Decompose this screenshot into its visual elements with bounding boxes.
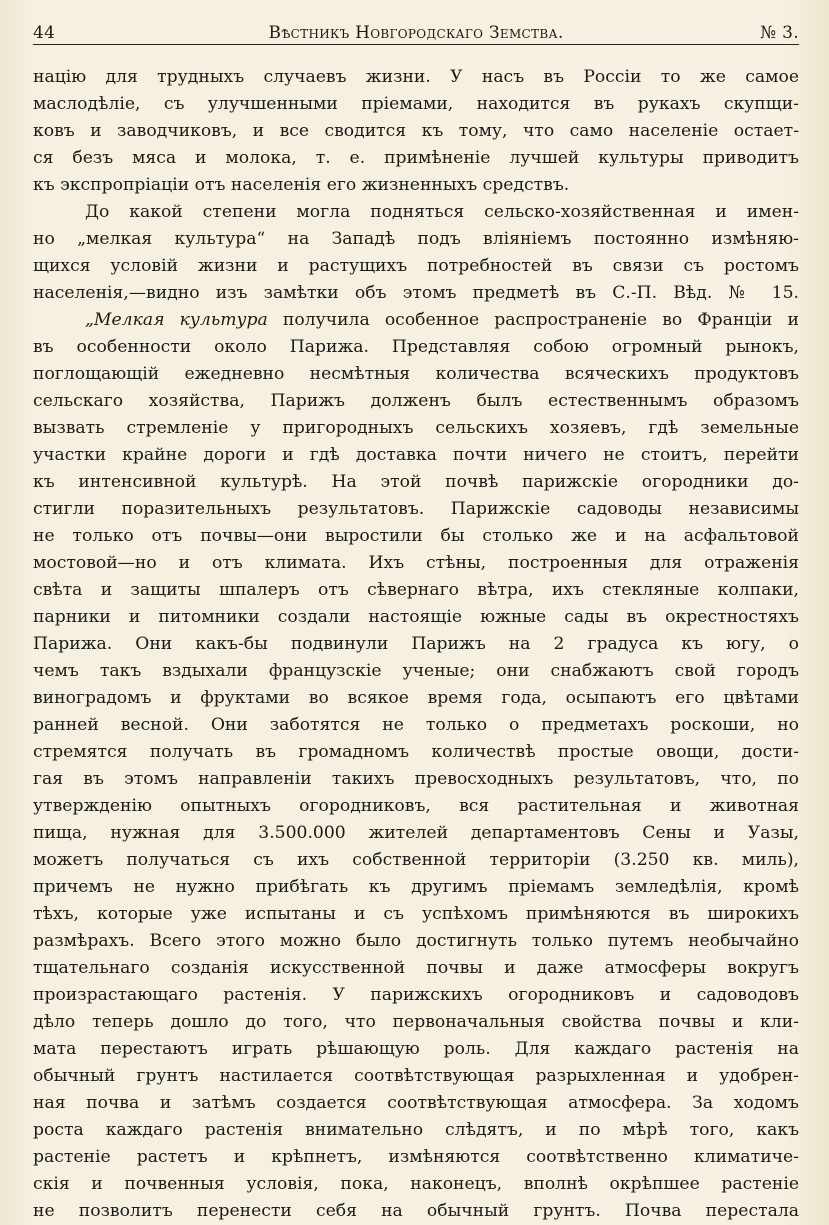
text-line: роста каждаго растенія внимательно слѣдятъ, и по мѣрѣ того, какъ: [33, 1120, 799, 1140]
text-line: но „мелкая культура“ на Западѣ подъ вліяніемъ постоянно измѣняю-: [33, 229, 799, 249]
text-line: свѣта и защиты шпалеръ отъ сѣвернаго вѣтра, ихъ стекляные колпаки,: [33, 580, 799, 600]
text-line: къ интенсивной культурѣ. На этой почвѣ парижскіе огородники до-: [33, 472, 799, 492]
text-line-quote-start: [33, 307, 799, 334]
text-line: утвержденію опытныхъ огородниковъ, вся растительная и животная: [33, 796, 799, 816]
text-line: щихся условій жизни и растущихъ потребностей въ связи съ ростомъ: [33, 256, 799, 276]
page-number: 44: [33, 23, 56, 43]
text-line: маслодѣліе, съ улучшенными пріемами, находится въ рукахъ скупщи-: [33, 94, 799, 114]
text-line: произрастающаго растенія. У парижскихъ огородниковъ и садоводовъ: [33, 985, 799, 1005]
text-line: ная почва и затѣмъ создается соотвѣтствующая атмосфера. За ходомъ: [33, 1093, 799, 1113]
header-rule: [33, 44, 799, 45]
journal-title: Вѣстникъ Новгородскаго Земства.: [268, 23, 564, 43]
text-line: ковъ и заводчиковъ, и все сводится къ тому, что само населеніе остает-: [33, 121, 799, 141]
text-line: парники и питомники создали настоящіе южные сады въ окрестностяхъ: [33, 607, 799, 627]
text-line: Парижа. Они какъ-бы подвинули Парижъ на 2 градуса къ югу, о: [33, 634, 799, 654]
text-line: въ особенности около Парижа. Представляя собою огромный рынокъ,: [33, 337, 799, 357]
text-line: не позволитъ перенести себя на обычный грунтъ. Почва перестала: [33, 1201, 799, 1221]
text-line: размѣрахъ. Всего этого можно было достигнуть только путемъ необычайно: [33, 931, 799, 951]
text-line: До какой степени могла подняться сельско-хозяйственная и имен-: [85, 202, 799, 222]
text-line: тѣхъ, которые уже испытаны и съ успѣхомъ примѣняются въ широкихъ: [33, 904, 799, 924]
text-line: поглощающій ежедневно несмѣтныя количества всяческихъ продуктовъ: [33, 364, 799, 384]
text-line: можетъ получаться съ ихъ собственной территоріи (3.250 кв. миль),: [33, 850, 799, 870]
quote-emphasis: „Мелкая культура: [85, 310, 268, 330]
issue-number: № 3.: [760, 23, 799, 43]
text-line: скія и почвенныя условія, пока, наконецъ, вполнѣ окрѣпшее растеніе: [33, 1174, 799, 1194]
text-line: обычный грунтъ настилается соотвѣтствующая разрыхленная и удобрен-: [33, 1066, 799, 1086]
text-line: гая въ этомъ направленіи такихъ превосходныхъ результатовъ, что, по: [33, 769, 799, 789]
text-line: чемъ такъ вздыхали французскіе ученые; они снабжаютъ свой городъ: [33, 661, 799, 681]
text-line: участки крайне дороги и гдѣ доставка почти ничего не стоитъ, перейти: [33, 445, 799, 465]
text-line: причемъ не нужно прибѣгать къ другимъ пріемамъ земледѣлія, кромѣ: [33, 877, 799, 897]
text-line: пища, нужная для 3.500.000 жителей департаментовъ Сены и Уазы,: [33, 823, 799, 843]
text-line: растеніе растетъ и крѣпнетъ, измѣняются соотвѣтственно климатиче-: [33, 1147, 799, 1167]
text-line: мостовой—но и отъ климата. Ихъ стѣны, построенныя для отраженія: [33, 553, 799, 573]
text-line: вызвать стремленіе у пригородныхъ сельскихъ хозяевъ, гдѣ земельные: [33, 418, 799, 438]
text-line: ся безъ мяса и молока, т. е. примѣненіе лучшей культуры приводитъ: [33, 148, 799, 168]
text-line: дѣло теперь дошло до того, что первоначальныя свойства почвы и кли-: [33, 1012, 799, 1032]
page-header: [33, 22, 799, 44]
article-body: [33, 64, 799, 1225]
text-line: къ экспропріаціи отъ населенія его жизненныхъ средствъ.: [33, 175, 570, 195]
text-line: стремятся получать въ громадномъ количествѣ простые овощи, дости-: [33, 742, 799, 762]
text-line: стигли поразительныхъ результатовъ. Парижскіе садоводы независимы: [33, 499, 799, 519]
text-line: сельскаго хозяйства, Парижъ долженъ былъ естественнымъ образомъ: [33, 391, 799, 411]
text-line: тщательнаго созданія искусственной почвы и даже атмосферы вокругъ: [33, 958, 799, 978]
text-line: націю для трудныхъ случаевъ жизни. У насъ въ Россіи то же самое: [33, 67, 799, 87]
text-line: не только отъ почвы—они выростили бы столько же и на асфальтовой: [33, 526, 799, 546]
text-line: виноградомъ и фруктами во всякое время года, осыпаютъ его цвѣтами: [33, 688, 799, 708]
text-line: ранней весной. Они заботятся не только о предметахъ роскоши, но: [33, 715, 799, 735]
quote-continuation: получила особенное распространеніе во Франціи и: [267, 310, 799, 330]
text-line: населенія,—видно изъ замѣтки объ этомъ предметѣ въ С.-П. Вѣд. № 15.: [33, 283, 799, 303]
text-line: мата перестаютъ играть рѣшающую роль. Для каждаго растенія на: [33, 1039, 799, 1059]
